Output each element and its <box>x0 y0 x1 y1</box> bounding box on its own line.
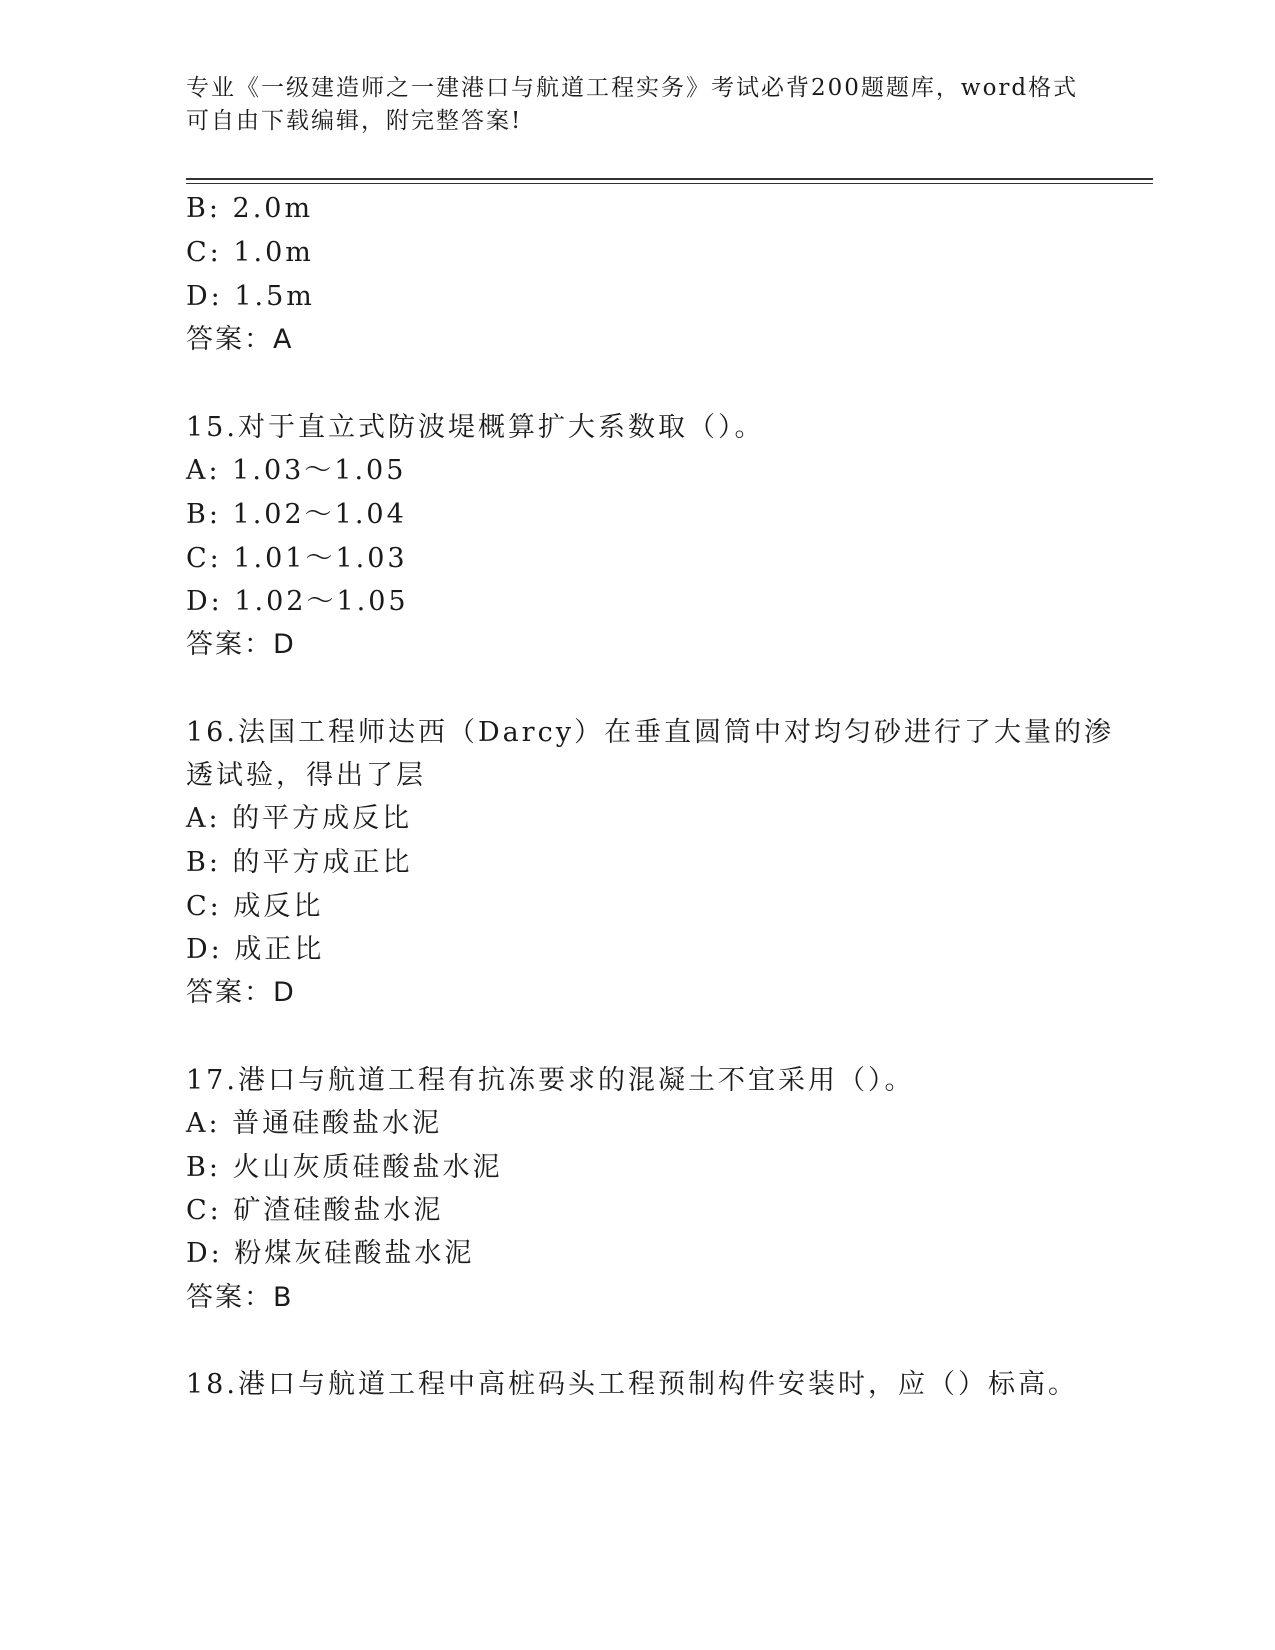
option-b: B: 2.0m <box>186 193 314 224</box>
question-17-option-d: D: 粉煤灰硅酸盐水泥 <box>186 1238 475 1269</box>
question-16-option-c: C: 成反比 <box>186 891 324 922</box>
answer-line: 答案：A <box>186 324 294 355</box>
question-16-stem-line-2: 透试验，得出了层 <box>186 760 426 791</box>
question-15-option-a: A: 1.03～1.05 <box>186 455 407 486</box>
document-header <box>186 72 1086 138</box>
header-divider-thick <box>186 178 1153 180</box>
header-title-line-2: 可自由下载编辑，附完整答案! <box>186 108 523 134</box>
question-16-option-d: D: 成正比 <box>186 934 325 965</box>
header-divider-thin <box>186 183 1153 184</box>
question-15-stem: 15.对于直立式防波堤概算扩大系数取（）。 <box>186 412 765 443</box>
question-16-stem-line-1: 16.法国工程师达西（Darcy）在垂直圆筒中对均匀砂进行了大量的渗 <box>186 717 1114 748</box>
question-16-answer: 答案：D <box>186 977 296 1008</box>
option-d: D: 1.5m <box>186 281 315 312</box>
question-16-option-a: A: 的平方成反比 <box>186 803 413 834</box>
question-15-answer: 答案：D <box>186 629 296 660</box>
option-c: C: 1.0m <box>186 237 314 268</box>
question-18-stem: 18.港口与航道工程中高桩码头工程预制构件安装时，应（）标高。 <box>186 1369 1078 1400</box>
question-15-option-d: D: 1.02～1.05 <box>186 586 409 617</box>
question-17-stem: 17.港口与航道工程有抗冻要求的混凝土不宜采用（）。 <box>186 1065 915 1096</box>
question-17-answer: 答案：B <box>186 1282 294 1313</box>
question-16-option-b: B: 的平方成正比 <box>186 847 413 878</box>
question-15-option-b: B: 1.02～1.04 <box>186 499 407 530</box>
question-17-option-a: A: 普通硅酸盐水泥 <box>186 1108 443 1139</box>
question-17-option-b: B: 火山灰质硅酸盐水泥 <box>186 1152 503 1183</box>
question-17-option-c: C: 矿渣硅酸盐水泥 <box>186 1195 444 1226</box>
question-15-option-c: C: 1.01～1.03 <box>186 543 408 574</box>
header-title-line-1: 专业《一级建造师之一建港口与航道工程实务》考试必背200题题库，word格式 <box>186 75 1079 101</box>
